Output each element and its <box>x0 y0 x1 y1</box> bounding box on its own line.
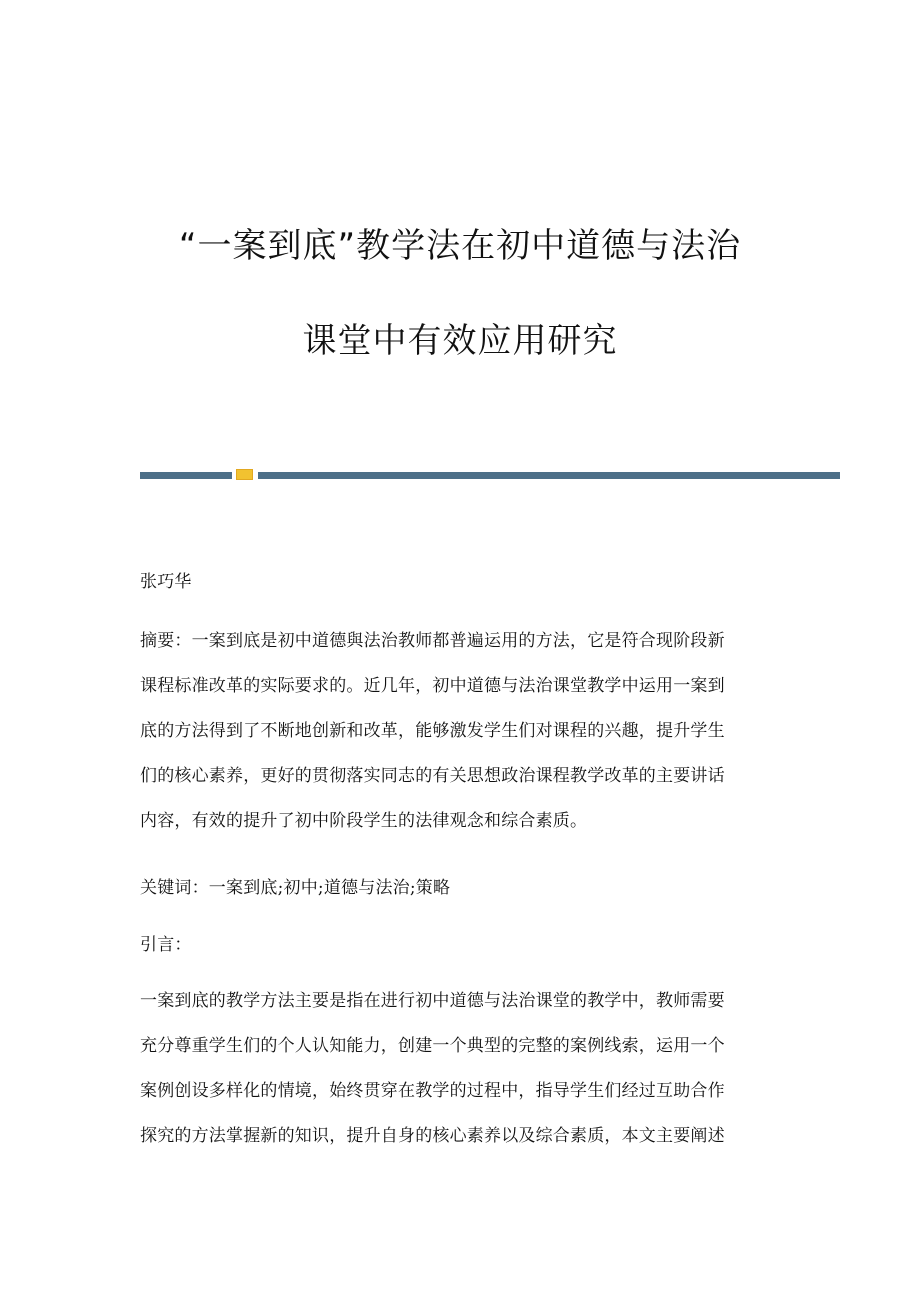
abstract-line: 摘要：一案到底是初中道德與法治教师都普遍运用的方法，它是符合现阶段新 <box>140 631 725 651</box>
author: 张巧华 <box>140 572 192 592</box>
divider-right <box>258 472 840 479</box>
intro-line: 案例创设多样化的情境，始终贯穿在教学的过程中，指导学生们经过互助合作 <box>140 1081 725 1101</box>
keywords: 关键词：一案到底;初中;道德与法治;策略 <box>140 878 451 898</box>
intro-line: 充分尊重学生们的个人认知能力，创建一个典型的完整的案例线索，运用一个 <box>140 1036 725 1056</box>
abstract-line: 课程标准改革的实际要求的。近几年，初中道德与法治课堂教学中运用一案到 <box>140 676 725 696</box>
abstract-line: 内容，有效的提升了初中阶段学生的法律观念和综合素质。 <box>140 811 588 831</box>
intro-heading: 引言： <box>140 935 192 955</box>
intro-line: 探究的方法掌握新的知识，提升自身的核心素养以及综合素质，本文主要阐述 <box>140 1126 725 1146</box>
abstract-line: 们的核心素养，更好的贯彻落实同志的有关思想政治课程教学改革的主要讲话 <box>140 766 725 786</box>
title-line-2: 课堂中有效应用研究 <box>302 321 618 361</box>
envelope-icon <box>236 469 253 480</box>
title-line-1: “一案到底”教学法在初中道德与法治 <box>178 226 742 266</box>
intro-line: 一案到底的教学方法主要是指在进行初中道德与法治课堂的教学中，教师需要 <box>140 991 725 1011</box>
abstract-line: 底的方法得到了不断地创新和改革，能够激发学生们对课程的兴趣，提升学生 <box>140 721 725 741</box>
divider-left <box>140 472 232 479</box>
